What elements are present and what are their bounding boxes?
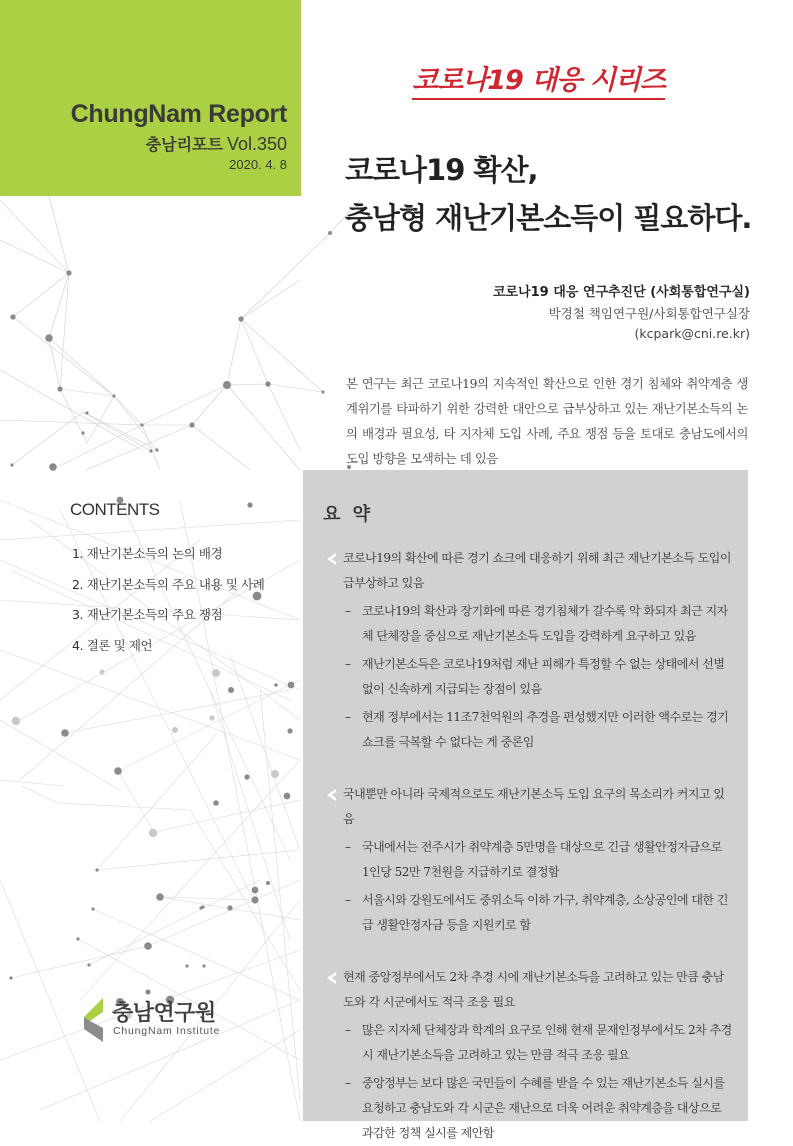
- institute-logo: [84, 996, 254, 1046]
- contents-title: CONTENTS: [70, 500, 160, 519]
- author-email[interactable]: (kcpark@cni.re.kr): [634, 326, 750, 341]
- contents-item[interactable]: 3. 재난기본소득의 주요 쟁점: [72, 607, 223, 622]
- publish-date: 2020. 4. 8: [229, 157, 287, 172]
- dash-marker: –: [345, 1076, 351, 1090]
- summary-panel: [303, 470, 748, 1140]
- title-line-1: 코로나19 확산,: [345, 153, 538, 187]
- institute-logo-mark-icon: [84, 998, 106, 1042]
- dash-marker: –: [345, 840, 351, 854]
- page-title: [345, 146, 751, 242]
- contents-item[interactable]: 1. 재난기본소득의 논의 배경: [72, 546, 223, 561]
- contents-item[interactable]: 2. 재난기본소득의 주요 내용 및 사례: [72, 576, 265, 592]
- dash-marker: –: [345, 893, 351, 907]
- chevron-left-icon: [327, 789, 336, 801]
- summary-point-head: 현재 중앙정부에서도 2차 추경 시에 재난기본소득을 고려하고 있는 만큼 충남도와 각 시군에서도 적극 조응 필요: [327, 965, 732, 1015]
- summary-title: 요 약: [323, 504, 374, 525]
- summary-point: [327, 965, 732, 1146]
- summary-sub-item: – 재난기본소득은 코로나19처럼 재난 피해가 특정할 수 없는 상태에서 선별 없이 신속하게 지급되는 장점이 있음: [327, 652, 732, 702]
- chevron-left-icon: [327, 553, 336, 565]
- author-block: [493, 282, 750, 344]
- summary-point-head: 국내뿐만 아니라 국제적으로도 재난기본소득 도입 요구의 목소리가 커지고 있음: [327, 782, 732, 832]
- summary-sub-item: – 국내에서는 전주시가 취약계층 5만명을 대상으로 긴급 생활안정자금으로 1인당 52만 7천원을 지급하기로 결정함: [327, 835, 732, 885]
- institute-name-en: ChungNam Institute: [113, 1025, 221, 1037]
- contents-list: [72, 544, 264, 666]
- title-line-2: 충남형 재난기본소득이 필요하다.: [345, 201, 752, 235]
- author-name: 박경철 책임연구원/사회통합연구실장: [548, 306, 750, 321]
- chevron-left-icon: [327, 972, 336, 984]
- report-header-box: [0, 0, 301, 196]
- summary-point-head: 코로나19의 확산에 따른 경기 쇼크에 대응하기 위해 최근 재난기본소득 도입이 급부상하고 있음: [327, 546, 732, 596]
- summary-sub-item: – 많은 지자체 단체장과 학계의 요구로 인해 현재 문재인정부에서도 2차 추경 시 재난기본소득을 고려하고 있는 만큼 적극 조응 필요: [327, 1018, 732, 1068]
- summary-sub-item: – 현재 정부에서는 11조7천억원의 추경을 편성했지만 이러한 액수로는 경기 쇼크를 극복할 수 없다는 게 중론임: [327, 705, 732, 755]
- summary-point: [327, 782, 732, 938]
- dash-marker: –: [345, 657, 351, 671]
- dash-marker: –: [345, 710, 351, 724]
- summary-sub-item: – 서울시와 강원도에서도 중위소득 이하 가구, 취약계층, 소상공인에 대한 긴급 생활안정자금 등을 지원키로 함: [327, 888, 732, 938]
- report-volume: [146, 132, 287, 155]
- institute-name-kr: 충남연구원: [112, 1001, 216, 1026]
- dash-marker: –: [345, 1023, 351, 1037]
- report-name: ChungNam Report: [70, 100, 287, 128]
- abstract-text: 본 연구는 최근 코로나19의 지속적인 확산으로 인한 경기 침체와 취약계층 생계위기를 타파하기 위한 강력한 대안으로 급부상하고 있는 재난기본소득의 논의 배경과 필요성, 타 지자체 도입 사례, 주요 쟁점 등을 토대로 충남도에서의 도입 방향을 모색하는 데 있음: [346, 377, 748, 466]
- author-team: 코로나19 대응 연구추진단 (사회통합연구실): [492, 285, 750, 300]
- contents-item[interactable]: 4. 결론 및 제언: [72, 637, 153, 653]
- summary-sub-item: – 코로나19의 확산과 장기화에 따른 경기침체가 갈수록 악 화되자 최근 지자체 단체장을 중심으로 재난기본소득 도입을 강력하게 요구하고 있음: [327, 599, 732, 649]
- dash-marker: –: [345, 604, 351, 618]
- volume-number: Vol.350: [226, 134, 287, 154]
- report-name-kr: 충남리포트: [145, 135, 223, 154]
- summary-sub-item: – 중앙정부는 보다 많은 국민들이 수혜를 받을 수 있는 재난기본소득 실시를 요청하고 충남도와 각 시군은 재난으로 더욱 어려운 취약계층을 대상으로 과감한 정책 실시를 제안함: [327, 1071, 732, 1146]
- series-label: 코로나19 대응 시리즈: [412, 64, 665, 100]
- summary-body: [327, 546, 732, 1146]
- summary-point: [327, 546, 732, 755]
